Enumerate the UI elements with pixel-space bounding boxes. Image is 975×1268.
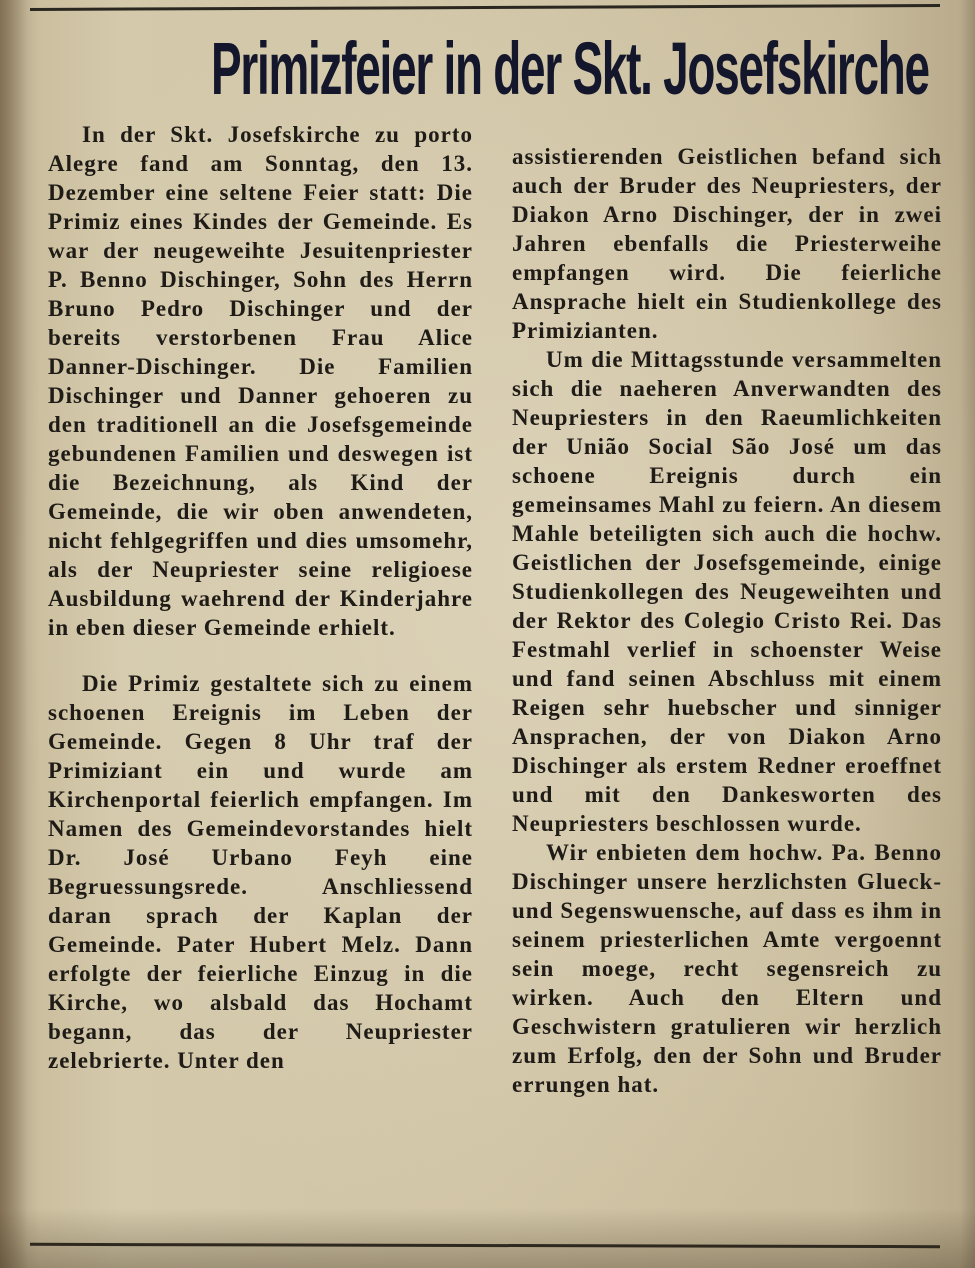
- top-rule: [30, 4, 940, 11]
- left-column: [48, 120, 473, 1075]
- right-column: [512, 142, 942, 1099]
- bottom-rule: [30, 1243, 940, 1248]
- paragraph-right-2: Um die Mittagsstunde versammelten sich die naeheren Anverwandten des Neupriesters in den Raeumlichkeiten der União Social São José um das schoene Ereignis durch ein gemeinsames Mahl zu feiern. An diesem Mahle beteiligten sich auch die hochw. Geistlichen der Josefsgemeinde, einige Studienkollegen des Neugeweihten und der Rektor des Colegio Cristo Rei. Das Festmahl verlief in schoenster Weise und fand seinen Abschluss mit einem Reigen sehr huebscher und sinniger Ansprachen, der von Diakon Arno Dischinger als erstem Redner eroeffnet und mit den Dankesworten des Neupriesters beschlossen wurde.: [512, 347, 942, 836]
- paragraph-left-1: In der Skt. Josefskirche zu porto Alegre fand am Sonntag, den 13. Dezember eine seltene Feier statt: Die Primiz eines Kindes der Gemeinde. Es war der neugeweihte Jesuitenpriester P. Benno Dischinger, Sohn des Herrn Bruno Pedro Dischinger und der bereits verstorbenen Frau Alice Danner-Dischinger. Die Familien Dischinger und Danner gehoeren zu den traditionell an die Josefsgemeinde gebundenen Familien und deswegen ist die Bezeichnung, als Kind der Gemeinde, die wir oben anwendeten, nicht fehlgegriffen und dies umsomehr, als der Neupriester seine religioese Ausbildung waehrend der Kinderjahre in eben dieser Gemeinde erhielt.: [48, 122, 473, 640]
- paragraph-right-3: Wir enbieten dem hochw. Pa. Benno Dischinger unsere herzlichsten Glueck- und Segenswuensche, auf dass es ihm in seinem priesterlichen Amte vergoennt sein moege, recht segensreich zu wirken. Auch den Eltern und Geschwistern gratulieren wir herzlich zum Erfolg, den der Sohn und Bruder errungen hat.: [512, 840, 942, 1097]
- headline: Primizfeier in der Skt. Josefskirche: [211, 27, 929, 110]
- paragraph-right-1: assistierenden Geistlichen befand sich auch der Bruder des Neupriesters, der Diakon Arno Dischinger, der in zwei Jahren ebenfalls die Priesterweihe empfangen wird. Die feierliche Ansprache hielt ein Studienkollege des Primizianten.: [512, 144, 942, 343]
- paragraph-left-2: Die Primiz gestaltete sich zu einem schoenen Ereignis im Leben der Gemeinde. Gegen 8 Uhr traf der Primiziant ein und wurde am Kirchenportal feierlich empfangen. Im Namen des Gemeindevorstandes hielt Dr. José Urbano Feyh eine Begruessungsrede. Anschliessend daran sprach der Kaplan der Gemeinde. Pater Hubert Melz. Dann erfolgte der feierliche Einzug in die Kirche, wo alsbald das Hochamt begann, das der Neupriester zelebrierte. Unter den: [48, 671, 473, 1073]
